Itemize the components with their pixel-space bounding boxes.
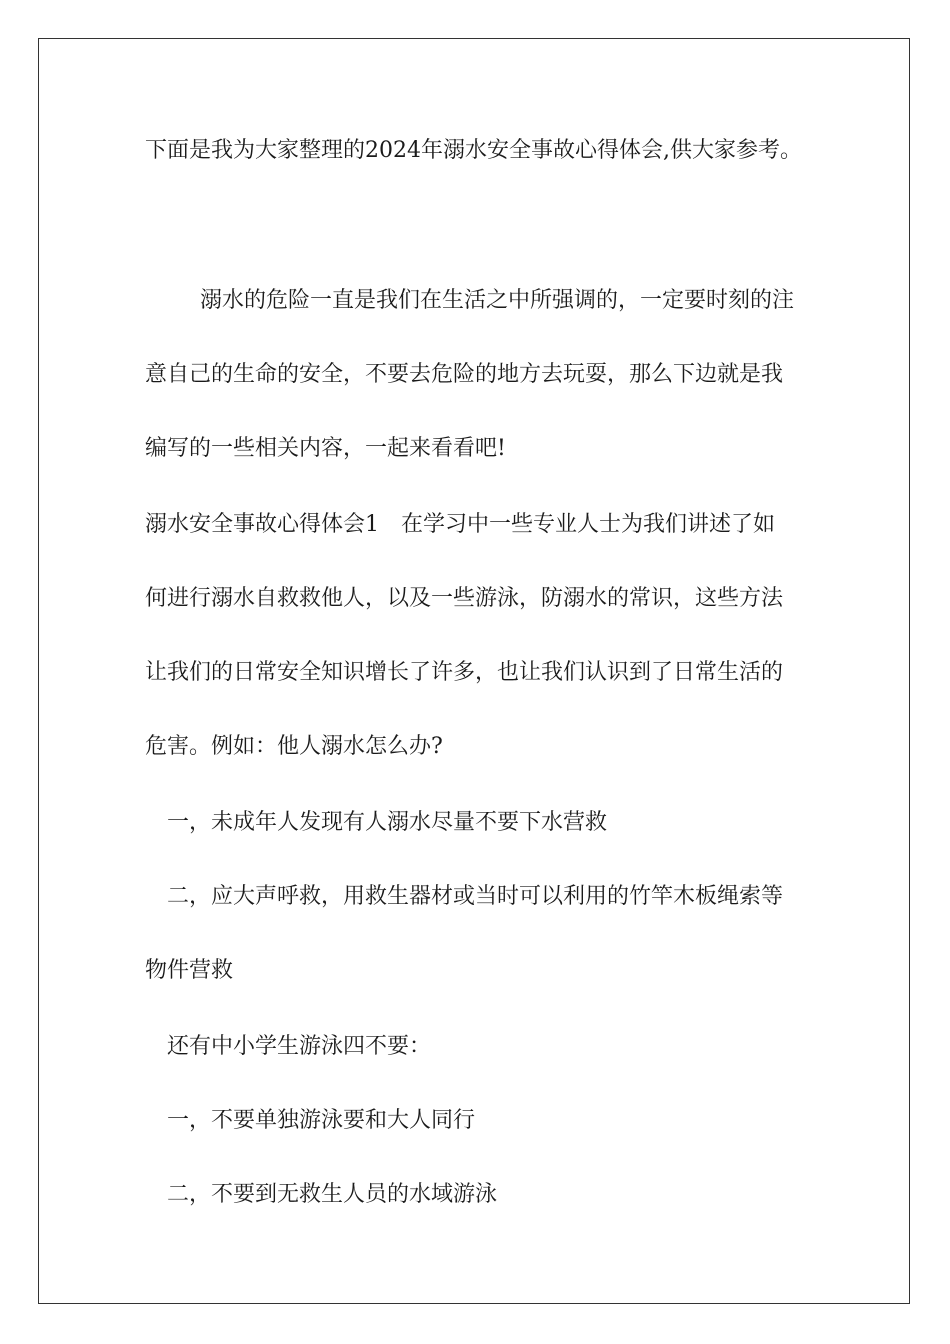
paragraph-line: 溺水的危险一直是我们在生活之中所强调的，一定要时刻的注 <box>200 288 795 313</box>
list-item-continuation: 物件营救 <box>145 958 234 983</box>
paragraph-line: 意自己的生命的安全，不要去危险的地方去玩耍，那么下边就是我 <box>145 362 784 387</box>
list-item: 二，应大声呼救，用救生器材或当时可以利用的竹竿木板绳索等 <box>167 884 784 909</box>
subheading-line: 还有中小学生游泳四不要： <box>167 1034 432 1059</box>
paragraph-line: 让我们的日常安全知识增长了许多，也让我们认识到了日常生活的 <box>145 660 784 685</box>
intro-line: 下面是我为大家整理的2024年溺水安全事故心得体会,供大家参考。 <box>145 138 802 163</box>
paragraph-line: 编写的一些相关内容，一起来看看吧! <box>145 436 506 461</box>
paragraph-line: 危害。例如：他人溺水怎么办? <box>145 734 443 759</box>
list-item: 二，不要到无救生人员的水域游泳 <box>167 1182 498 1207</box>
list-item: 一，未成年人发现有人溺水尽量不要下水营救 <box>167 810 608 835</box>
paragraph-line: 何进行溺水自救救他人，以及一些游泳，防溺水的常识，这些方法 <box>145 586 784 611</box>
list-item: 一，不要单独游泳要和大人同行 <box>167 1108 476 1133</box>
section-heading-line: 溺水安全事故心得体会1 在学习中一些专业人士为我们讲述了如 <box>145 512 775 537</box>
